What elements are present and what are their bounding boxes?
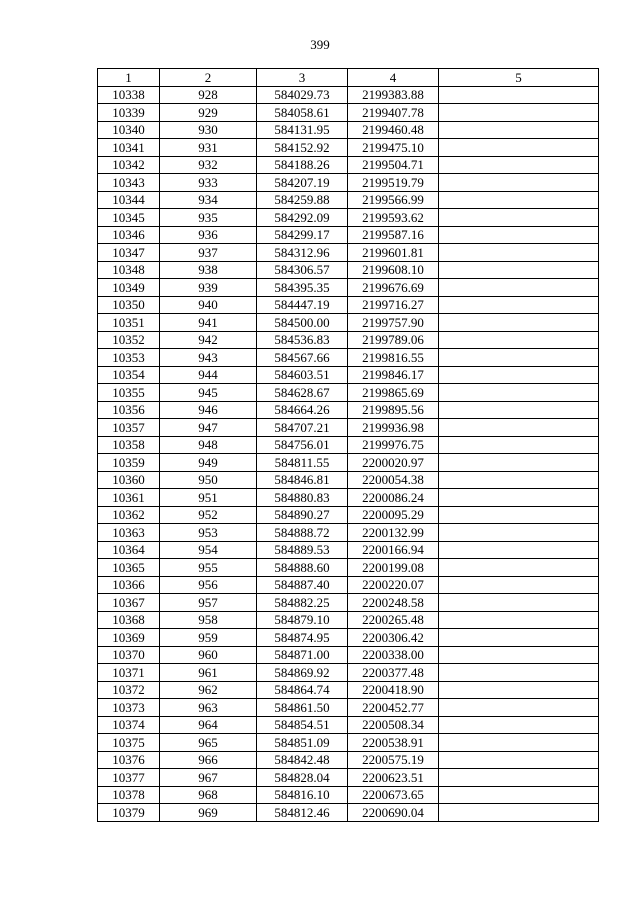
table-row bbox=[98, 611, 599, 629]
point-number-cell: 966 bbox=[160, 751, 257, 769]
point-id-cell: 10349 bbox=[98, 279, 160, 297]
note-cell bbox=[439, 524, 599, 542]
note-cell bbox=[439, 156, 599, 174]
x-coordinate-cell: 584299.17 bbox=[257, 226, 348, 244]
table-row bbox=[98, 559, 599, 577]
y-coordinate-cell: 2200095.29 bbox=[348, 506, 439, 524]
point-id-cell: 10372 bbox=[98, 681, 160, 699]
table-row bbox=[98, 471, 599, 489]
table-row bbox=[98, 734, 599, 752]
table-row bbox=[98, 629, 599, 647]
x-coordinate-cell: 584880.83 bbox=[257, 489, 348, 507]
point-number-cell: 957 bbox=[160, 594, 257, 612]
column-header-4: 4 bbox=[348, 69, 439, 87]
table-row bbox=[98, 506, 599, 524]
y-coordinate-cell: 2199566.99 bbox=[348, 191, 439, 209]
x-coordinate-cell: 584447.19 bbox=[257, 296, 348, 314]
x-coordinate-cell: 584864.74 bbox=[257, 681, 348, 699]
note-cell bbox=[439, 471, 599, 489]
point-id-cell: 10348 bbox=[98, 261, 160, 279]
table-row bbox=[98, 646, 599, 664]
x-coordinate-cell: 584879.10 bbox=[257, 611, 348, 629]
y-coordinate-cell: 2200132.99 bbox=[348, 524, 439, 542]
table-row bbox=[98, 86, 599, 104]
note-cell bbox=[439, 699, 599, 717]
y-coordinate-cell: 2200418.90 bbox=[348, 681, 439, 699]
point-id-cell: 10359 bbox=[98, 454, 160, 472]
y-coordinate-cell: 2199407.78 bbox=[348, 104, 439, 122]
point-id-cell: 10377 bbox=[98, 769, 160, 787]
point-id-cell: 10367 bbox=[98, 594, 160, 612]
table-row bbox=[98, 489, 599, 507]
x-coordinate-cell: 584131.95 bbox=[257, 121, 348, 139]
x-coordinate-cell: 584207.19 bbox=[257, 174, 348, 192]
note-cell bbox=[439, 209, 599, 227]
point-number-cell: 958 bbox=[160, 611, 257, 629]
y-coordinate-cell: 2200248.58 bbox=[348, 594, 439, 612]
x-coordinate-cell: 584188.26 bbox=[257, 156, 348, 174]
y-coordinate-cell: 2200054.38 bbox=[348, 471, 439, 489]
point-number-cell: 942 bbox=[160, 331, 257, 349]
point-number-cell: 959 bbox=[160, 629, 257, 647]
x-coordinate-cell: 584707.21 bbox=[257, 419, 348, 437]
point-number-cell: 965 bbox=[160, 734, 257, 752]
table-row bbox=[98, 681, 599, 699]
note-cell bbox=[439, 296, 599, 314]
point-id-cell: 10341 bbox=[98, 139, 160, 157]
point-id-cell: 10358 bbox=[98, 436, 160, 454]
x-coordinate-cell: 584536.83 bbox=[257, 331, 348, 349]
x-coordinate-cell: 584861.50 bbox=[257, 699, 348, 717]
point-id-cell: 10366 bbox=[98, 576, 160, 594]
table-row bbox=[98, 244, 599, 262]
note-cell bbox=[439, 401, 599, 419]
column-header-2: 2 bbox=[160, 69, 257, 87]
x-coordinate-cell: 584887.40 bbox=[257, 576, 348, 594]
y-coordinate-cell: 2200306.42 bbox=[348, 629, 439, 647]
x-coordinate-cell: 584603.51 bbox=[257, 366, 348, 384]
point-number-cell: 938 bbox=[160, 261, 257, 279]
point-id-cell: 10354 bbox=[98, 366, 160, 384]
point-id-cell: 10338 bbox=[98, 86, 160, 104]
note-cell bbox=[439, 419, 599, 437]
coordinates-table bbox=[97, 68, 599, 822]
note-cell bbox=[439, 366, 599, 384]
y-coordinate-cell: 2199587.16 bbox=[348, 226, 439, 244]
table-row bbox=[98, 751, 599, 769]
point-id-cell: 10364 bbox=[98, 541, 160, 559]
x-coordinate-cell: 584889.53 bbox=[257, 541, 348, 559]
point-id-cell: 10371 bbox=[98, 664, 160, 682]
y-coordinate-cell: 2199716.27 bbox=[348, 296, 439, 314]
y-coordinate-cell: 2200623.51 bbox=[348, 769, 439, 787]
table-row bbox=[98, 174, 599, 192]
y-coordinate-cell: 2199789.06 bbox=[348, 331, 439, 349]
point-id-cell: 10346 bbox=[98, 226, 160, 244]
point-id-cell: 10344 bbox=[98, 191, 160, 209]
note-cell bbox=[439, 559, 599, 577]
x-coordinate-cell: 584854.51 bbox=[257, 716, 348, 734]
point-id-cell: 10343 bbox=[98, 174, 160, 192]
point-number-cell: 951 bbox=[160, 489, 257, 507]
point-number-cell: 935 bbox=[160, 209, 257, 227]
note-cell bbox=[439, 611, 599, 629]
y-coordinate-cell: 2199757.90 bbox=[348, 314, 439, 332]
x-coordinate-cell: 584882.25 bbox=[257, 594, 348, 612]
table-row bbox=[98, 209, 599, 227]
y-coordinate-cell: 2200538.91 bbox=[348, 734, 439, 752]
table-row bbox=[98, 804, 599, 822]
x-coordinate-cell: 584567.66 bbox=[257, 349, 348, 367]
point-id-cell: 10347 bbox=[98, 244, 160, 262]
table-row bbox=[98, 279, 599, 297]
table-row bbox=[98, 541, 599, 559]
point-number-cell: 944 bbox=[160, 366, 257, 384]
note-cell bbox=[439, 191, 599, 209]
y-coordinate-cell: 2199460.48 bbox=[348, 121, 439, 139]
note-cell bbox=[439, 104, 599, 122]
point-number-cell: 949 bbox=[160, 454, 257, 472]
x-coordinate-cell: 584869.92 bbox=[257, 664, 348, 682]
point-number-cell: 931 bbox=[160, 139, 257, 157]
note-cell bbox=[439, 664, 599, 682]
note-cell bbox=[439, 734, 599, 752]
x-coordinate-cell: 584152.92 bbox=[257, 139, 348, 157]
note-cell bbox=[439, 139, 599, 157]
point-id-cell: 10340 bbox=[98, 121, 160, 139]
table-row bbox=[98, 716, 599, 734]
point-number-cell: 954 bbox=[160, 541, 257, 559]
y-coordinate-cell: 2200338.00 bbox=[348, 646, 439, 664]
point-id-cell: 10374 bbox=[98, 716, 160, 734]
column-header-1: 1 bbox=[98, 69, 160, 87]
y-coordinate-cell: 2199895.56 bbox=[348, 401, 439, 419]
table-row bbox=[98, 436, 599, 454]
point-number-cell: 969 bbox=[160, 804, 257, 822]
table-row bbox=[98, 296, 599, 314]
table-row bbox=[98, 261, 599, 279]
point-id-cell: 10339 bbox=[98, 104, 160, 122]
header-row bbox=[98, 69, 599, 87]
point-id-cell: 10378 bbox=[98, 786, 160, 804]
point-id-cell: 10342 bbox=[98, 156, 160, 174]
point-id-cell: 10370 bbox=[98, 646, 160, 664]
point-number-cell: 936 bbox=[160, 226, 257, 244]
point-number-cell: 934 bbox=[160, 191, 257, 209]
note-cell bbox=[439, 454, 599, 472]
table-row bbox=[98, 419, 599, 437]
x-coordinate-cell: 584871.00 bbox=[257, 646, 348, 664]
y-coordinate-cell: 2199976.75 bbox=[348, 436, 439, 454]
table-row bbox=[98, 769, 599, 787]
point-id-cell: 10373 bbox=[98, 699, 160, 717]
point-id-cell: 10353 bbox=[98, 349, 160, 367]
y-coordinate-cell: 2200166.94 bbox=[348, 541, 439, 559]
point-number-cell: 961 bbox=[160, 664, 257, 682]
column-header-5: 5 bbox=[439, 69, 599, 87]
y-coordinate-cell: 2200508.34 bbox=[348, 716, 439, 734]
table-row bbox=[98, 366, 599, 384]
x-coordinate-cell: 584816.10 bbox=[257, 786, 348, 804]
point-id-cell: 10357 bbox=[98, 419, 160, 437]
note-cell bbox=[439, 576, 599, 594]
y-coordinate-cell: 2200265.48 bbox=[348, 611, 439, 629]
y-coordinate-cell: 2199608.10 bbox=[348, 261, 439, 279]
point-number-cell: 967 bbox=[160, 769, 257, 787]
note-cell bbox=[439, 751, 599, 769]
y-coordinate-cell: 2200673.65 bbox=[348, 786, 439, 804]
point-id-cell: 10368 bbox=[98, 611, 160, 629]
table-row bbox=[98, 191, 599, 209]
x-coordinate-cell: 584842.48 bbox=[257, 751, 348, 769]
point-id-cell: 10355 bbox=[98, 384, 160, 402]
note-cell bbox=[439, 279, 599, 297]
point-id-cell: 10350 bbox=[98, 296, 160, 314]
point-number-cell: 955 bbox=[160, 559, 257, 577]
note-cell bbox=[439, 244, 599, 262]
column-header-3: 3 bbox=[257, 69, 348, 87]
note-cell bbox=[439, 261, 599, 279]
y-coordinate-cell: 2199601.81 bbox=[348, 244, 439, 262]
note-cell bbox=[439, 489, 599, 507]
y-coordinate-cell: 2199676.69 bbox=[348, 279, 439, 297]
table-row bbox=[98, 139, 599, 157]
point-number-cell: 940 bbox=[160, 296, 257, 314]
y-coordinate-cell: 2200377.48 bbox=[348, 664, 439, 682]
y-coordinate-cell: 2200220.07 bbox=[348, 576, 439, 594]
x-coordinate-cell: 584628.67 bbox=[257, 384, 348, 402]
y-coordinate-cell: 2200020.97 bbox=[348, 454, 439, 472]
table-row bbox=[98, 121, 599, 139]
point-number-cell: 943 bbox=[160, 349, 257, 367]
table-row bbox=[98, 786, 599, 804]
point-number-cell: 946 bbox=[160, 401, 257, 419]
x-coordinate-cell: 584890.27 bbox=[257, 506, 348, 524]
point-id-cell: 10363 bbox=[98, 524, 160, 542]
point-number-cell: 932 bbox=[160, 156, 257, 174]
point-number-cell: 950 bbox=[160, 471, 257, 489]
x-coordinate-cell: 584259.88 bbox=[257, 191, 348, 209]
note-cell bbox=[439, 594, 599, 612]
note-cell bbox=[439, 716, 599, 734]
table-row bbox=[98, 664, 599, 682]
x-coordinate-cell: 584312.96 bbox=[257, 244, 348, 262]
y-coordinate-cell: 2199475.10 bbox=[348, 139, 439, 157]
note-cell bbox=[439, 629, 599, 647]
x-coordinate-cell: 584500.00 bbox=[257, 314, 348, 332]
point-id-cell: 10362 bbox=[98, 506, 160, 524]
note-cell bbox=[439, 681, 599, 699]
note-cell bbox=[439, 804, 599, 822]
x-coordinate-cell: 584395.35 bbox=[257, 279, 348, 297]
point-id-cell: 10365 bbox=[98, 559, 160, 577]
x-coordinate-cell: 584664.26 bbox=[257, 401, 348, 419]
point-id-cell: 10369 bbox=[98, 629, 160, 647]
point-number-cell: 930 bbox=[160, 121, 257, 139]
note-cell bbox=[439, 769, 599, 787]
note-cell bbox=[439, 541, 599, 559]
x-coordinate-cell: 584888.72 bbox=[257, 524, 348, 542]
point-number-cell: 945 bbox=[160, 384, 257, 402]
x-coordinate-cell: 584029.73 bbox=[257, 86, 348, 104]
table-row bbox=[98, 226, 599, 244]
note-cell bbox=[439, 384, 599, 402]
point-id-cell: 10345 bbox=[98, 209, 160, 227]
point-number-cell: 928 bbox=[160, 86, 257, 104]
point-number-cell: 960 bbox=[160, 646, 257, 664]
point-id-cell: 10361 bbox=[98, 489, 160, 507]
y-coordinate-cell: 2200690.04 bbox=[348, 804, 439, 822]
note-cell bbox=[439, 646, 599, 664]
y-coordinate-cell: 2199383.88 bbox=[348, 86, 439, 104]
point-number-cell: 962 bbox=[160, 681, 257, 699]
note-cell bbox=[439, 226, 599, 244]
point-number-cell: 963 bbox=[160, 699, 257, 717]
x-coordinate-cell: 584756.01 bbox=[257, 436, 348, 454]
y-coordinate-cell: 2200199.08 bbox=[348, 559, 439, 577]
y-coordinate-cell: 2199816.55 bbox=[348, 349, 439, 367]
table-row bbox=[98, 401, 599, 419]
note-cell bbox=[439, 331, 599, 349]
point-number-cell: 941 bbox=[160, 314, 257, 332]
y-coordinate-cell: 2199519.79 bbox=[348, 174, 439, 192]
y-coordinate-cell: 2199846.17 bbox=[348, 366, 439, 384]
point-id-cell: 10376 bbox=[98, 751, 160, 769]
x-coordinate-cell: 584292.09 bbox=[257, 209, 348, 227]
point-number-cell: 947 bbox=[160, 419, 257, 437]
note-cell bbox=[439, 349, 599, 367]
table-row bbox=[98, 594, 599, 612]
table-row bbox=[98, 699, 599, 717]
point-id-cell: 10360 bbox=[98, 471, 160, 489]
point-number-cell: 964 bbox=[160, 716, 257, 734]
point-number-cell: 953 bbox=[160, 524, 257, 542]
y-coordinate-cell: 2199865.69 bbox=[348, 384, 439, 402]
table-row bbox=[98, 314, 599, 332]
note-cell bbox=[439, 174, 599, 192]
page-number: 399 bbox=[310, 37, 330, 52]
y-coordinate-cell: 2200452.77 bbox=[348, 699, 439, 717]
note-cell bbox=[439, 506, 599, 524]
table-row bbox=[98, 331, 599, 349]
point-id-cell: 10351 bbox=[98, 314, 160, 332]
point-number-cell: 956 bbox=[160, 576, 257, 594]
table-row bbox=[98, 576, 599, 594]
table-row bbox=[98, 156, 599, 174]
point-number-cell: 968 bbox=[160, 786, 257, 804]
point-number-cell: 929 bbox=[160, 104, 257, 122]
point-number-cell: 948 bbox=[160, 436, 257, 454]
table-row bbox=[98, 104, 599, 122]
point-id-cell: 10356 bbox=[98, 401, 160, 419]
note-cell bbox=[439, 314, 599, 332]
x-coordinate-cell: 584811.55 bbox=[257, 454, 348, 472]
table-row bbox=[98, 384, 599, 402]
point-id-cell: 10352 bbox=[98, 331, 160, 349]
note-cell bbox=[439, 786, 599, 804]
table-body bbox=[98, 86, 599, 821]
table-row bbox=[98, 454, 599, 472]
x-coordinate-cell: 584846.81 bbox=[257, 471, 348, 489]
point-id-cell: 10375 bbox=[98, 734, 160, 752]
note-cell bbox=[439, 86, 599, 104]
table-row bbox=[98, 524, 599, 542]
point-number-cell: 933 bbox=[160, 174, 257, 192]
x-coordinate-cell: 584888.60 bbox=[257, 559, 348, 577]
x-coordinate-cell: 584874.95 bbox=[257, 629, 348, 647]
table-row bbox=[98, 349, 599, 367]
y-coordinate-cell: 2200575.19 bbox=[348, 751, 439, 769]
y-coordinate-cell: 2199936.98 bbox=[348, 419, 439, 437]
x-coordinate-cell: 584058.61 bbox=[257, 104, 348, 122]
point-id-cell: 10379 bbox=[98, 804, 160, 822]
x-coordinate-cell: 584812.46 bbox=[257, 804, 348, 822]
point-number-cell: 952 bbox=[160, 506, 257, 524]
note-cell bbox=[439, 436, 599, 454]
x-coordinate-cell: 584306.57 bbox=[257, 261, 348, 279]
x-coordinate-cell: 584828.04 bbox=[257, 769, 348, 787]
note-cell bbox=[439, 121, 599, 139]
x-coordinate-cell: 584851.09 bbox=[257, 734, 348, 752]
y-coordinate-cell: 2199593.62 bbox=[348, 209, 439, 227]
y-coordinate-cell: 2199504.71 bbox=[348, 156, 439, 174]
point-number-cell: 939 bbox=[160, 279, 257, 297]
y-coordinate-cell: 2200086.24 bbox=[348, 489, 439, 507]
point-number-cell: 937 bbox=[160, 244, 257, 262]
